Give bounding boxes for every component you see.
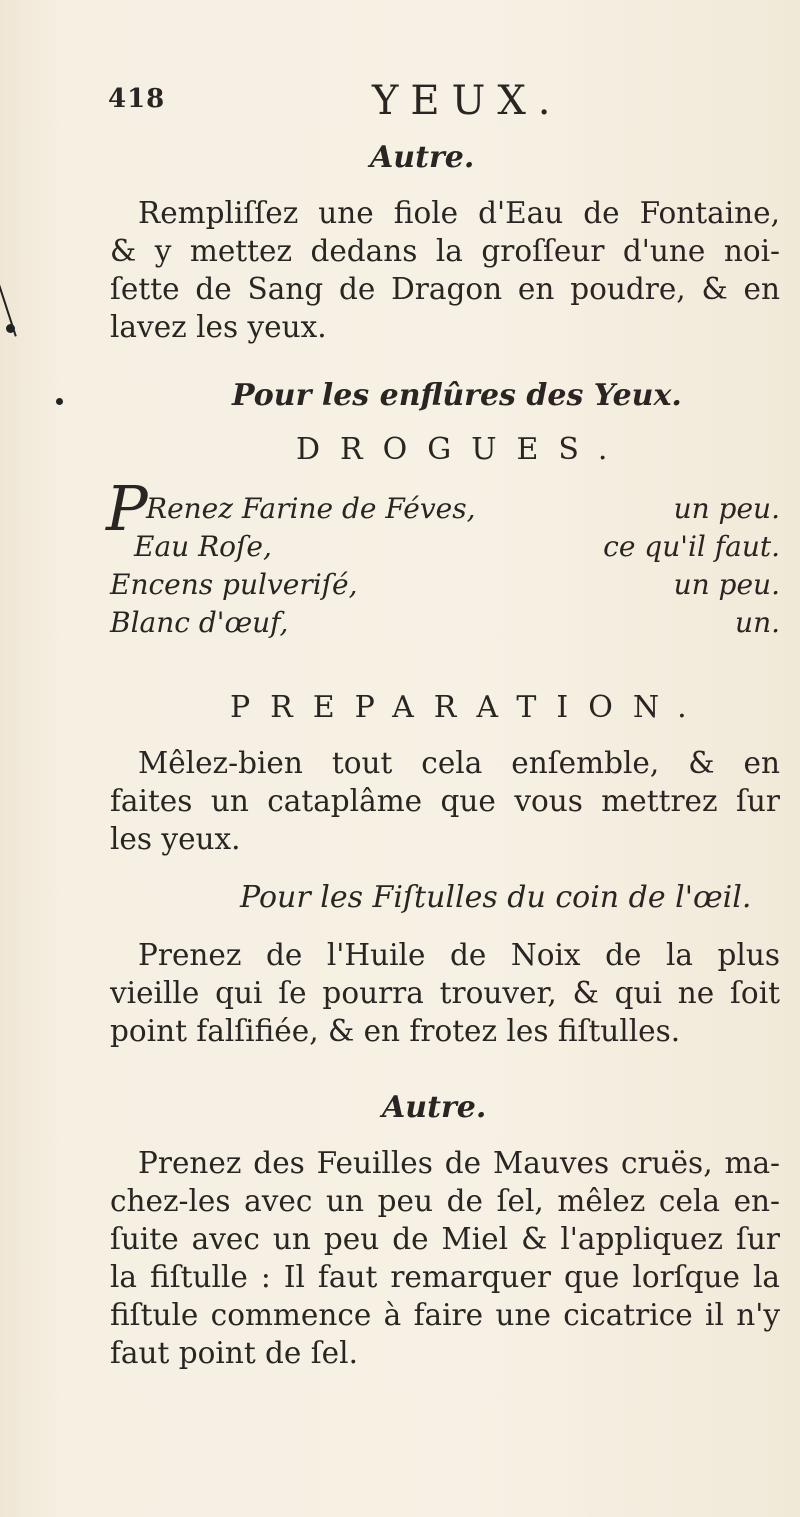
drop-cap: P [106, 472, 148, 545]
text-line: ſette de Sang de Dragon en poudre, & en [110, 272, 780, 306]
ingredient-quantity: un. [735, 606, 780, 639]
text-line: point falſifiée, & en frotez les fiſtulles. [110, 1014, 681, 1048]
paragraph-fistulles [110, 936, 780, 1050]
text-line: chez-les avec un peu de ſel, mêlez cela en- [110, 1184, 780, 1218]
text-line: la fiſtulle : Il faut remarquer que lorſque la [110, 1260, 780, 1294]
running-head: YEUX. [372, 78, 563, 124]
text-line: Mêlez-bien tout cela enſemble, & en [138, 746, 780, 780]
text-line: & y mettez dedans la groſſeur d'une noi- [110, 234, 780, 268]
text-line: faites un cataplâme que vous mettrez ſur [110, 784, 780, 818]
list-item [110, 606, 780, 644]
ingredient-quantity: ce qu'il faut. [603, 530, 780, 563]
page-header [0, 78, 800, 128]
list-item [110, 530, 780, 568]
text-line: les yeux. [110, 822, 241, 856]
paragraph-preparation [110, 744, 780, 858]
text-line: ſuite avec un peu de Miel & l'appliquez ſur [110, 1222, 780, 1256]
ingredient-name: Encens pulveriſé, [110, 568, 358, 601]
text-line: faut point de ſel. [110, 1336, 358, 1370]
list-item [110, 568, 780, 606]
ingredient-quantity: un peu. [673, 568, 780, 601]
list-item [110, 492, 780, 530]
text-line: Rempliſſez une fiole d'Eau de Fontaine, [138, 196, 780, 230]
margin-dot [56, 398, 63, 405]
section-title-fistulles: Pour les Fiſtulles du coin de l'œil. [240, 880, 752, 915]
margin-dot [6, 324, 15, 333]
text-line: Prenez de l'Huile de Noix de la plus [138, 938, 780, 972]
text-line: fiſtule commence à faire une cicatrice il n'y [110, 1298, 780, 1332]
text-line: Prenez des Feuilles de Mauves cruës, ma- [138, 1146, 780, 1180]
page-number: 418 [108, 84, 166, 114]
ingredient-name: Eau Roſe, [134, 530, 272, 563]
section-title-enflures: Pour les enflûres des Yeux. [232, 378, 682, 413]
section-title-autre: Autre. [370, 140, 475, 175]
paragraph-autre-2 [110, 1144, 780, 1372]
ingredient-name: Blanc d'œuf, [110, 606, 289, 639]
drogues-heading: DROGUES. [296, 432, 628, 467]
preparation-heading: PREPARATION. [230, 690, 707, 725]
text-line: lavez les yeux. [110, 310, 327, 344]
text-line: vieille qui ſe pourra trouver, & qui ne ſoit [110, 976, 780, 1010]
paragraph-autre [110, 194, 780, 346]
ingredient-quantity: un peu. [673, 492, 780, 525]
ingredient-name: Renez Farine de Féves, [146, 492, 476, 525]
ingredient-list [110, 492, 780, 644]
section-title-autre-2: Autre. [382, 1090, 487, 1125]
